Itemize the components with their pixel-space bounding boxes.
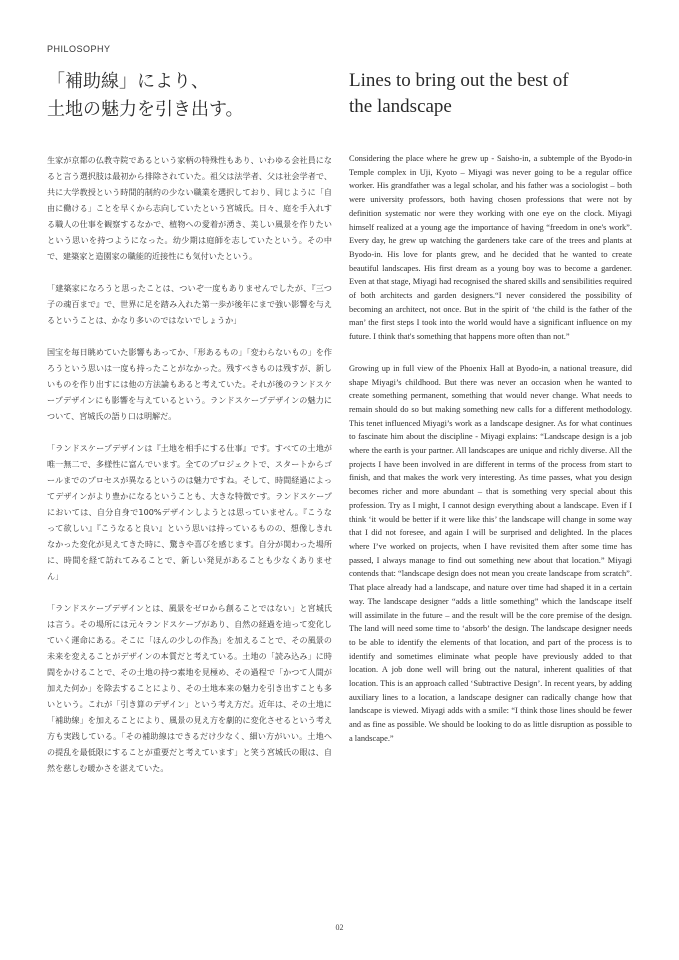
- title-en-line-2: the landscape: [349, 96, 452, 117]
- title-english: [349, 68, 639, 120]
- en-paragraph: Growing up in full view of the Phoenix Hall at Byodo-in, a national treasure, did shape Miyagi’s childhood. But there was never an occasion when he wanted to create something permanent, something that would never change. What needs to remain should do so but making something new calls for a different methodology. This tenet influenced Miyagi’s work as a landscape designer. As for what continues to fascinate him about the discipline - Miyagi explains: “Landscape design is a job where the earth is your partner. All landscapes are unique and richly diverse. All the projects I have been involved in are different in terms of the process from start to finish, and that makes the work very interesting. As time passes, what you design becomes richer and more abundant – that is something very special about this profession. Try as I might, I cannot design everything about a landscape. Even if I think ‘it would be better if it were like this’ the landscape will change in some way that I did not foresee, and again I will be surprised and delighted. In the places where I’ve worked on projects, when I have revisited them after some time has passed, I always manage to find out something new about that location.” Miyagi contends that: “landscape design does not mean you create landscape from scratch”. That place already had a landscape, and nature over time had shaped it in a certain way. The landscape designer “adds a little something” which the landscape itself will assimilate in the future – and the result will be the core premise of the design. The land will need some time to ‘absorb’ the design. The landscape designer needs to be able to identify the elements of that location, and part of the process is to identify and sometimes eliminate what people have previously added to that location. A job done well will bring out the natural, inherent qualities of that location. This is an approach called ‘Subtractive Design’. In recent years, by adding auxiliary lines to a location, a landscape designer can radically change how that landscape is viewed. Miyagi adds with a smile: “I think those lines should be fewer and as fine as possible. We should be looking to do as little disruption as possible to a landscape.”: [349, 363, 632, 743]
- japanese-body-column: [47, 152, 332, 792]
- jp-paragraph: 「ランドスケープデザインは『土地を相手にする仕事』です。すべての土地が唯一無二で、多様性に富んでいます。全てのプロジェクトで、スタートからゴールまでのプロセスが異なるというのは魅力ですね。そして、時間経過によってデザインがより豊かになるということも、大きな特徴です。ランドスケープにおいては、自分自身で100%デザインしようとは思っていません。『こうなって欲しい』『こうなると良い』という思いは持っているものの、想像しきれなかった変化が見えてきた時に、驚きや喜びを感じます。自分が関わった場所に、時間を経て訪れてみることで、新しい発見があることも少なくありません」: [47, 443, 332, 581]
- en-paragraph: Considering the place where he grew up - Saisho-in, a subtemple of the Byodo-in Temple complex in Uji, Kyoto – Miyagi was never going to be a regular office worker. His grandfather was a legal scholar, and his father was a sociologist – both were university professors, both having chosen professions that were not by definition systematic nor were they working with one eye on the clock. Miyagi himself realized at a young age the importance of having “freedom in one's work”. Every day, he grew up watching the gardeners take care of the trees and plants at Byodo-in. His love for plants grew, and he decided that he wanted to create beautiful landscapes. His first dream as a young boy was to become a gardener. Even at that stage, Miyagi had recognised the shared skills and sensibilities required of both architects and garden designers.“I never considered the possibility of becoming an architect, not once. But in the spirit of ‘the child is the father of the man’ the first steps I took into the world would have a significant influence on my future. I think that's something that happens more often than not.”: [349, 154, 632, 342]
- page-number: 02: [335, 923, 344, 932]
- english-body-column: [349, 152, 632, 764]
- jp-paragraph: 「ランドスケープデザインとは、風景をゼロから創ることではない」と宮城氏は言う。その場所には元々ランドスケープがあり、自然の経過を辿って変化していく運命にある。そこに「ほんの少しの作為」を加えることで、その風景の未来を変えることがデザインの本質だと考えている。土地の「読み込み」に時間をかけることで、その土地の持つ素地を見極め、その過程で「かつて人間が加えた何か」を除去することにより、その土地本来の魅力を引き出すことも多いという。これが「引き算のデザイン」という考え方だ。近年は、その土地に「補助線」を加えることにより、風景の見え方を劇的に変化させるという考え方も実践している。「その補助線はできるだけ少なく、細い方がいい。土地への提乱を最低限にすることが重要だと考えています」と笑う宮城氏の眼は、自然を慈しむ暖かさを湛えていた。: [47, 603, 332, 773]
- title-en-line-1: Lines to bring out the best of: [349, 70, 569, 91]
- section-label: PHILOSOPHY: [47, 44, 111, 54]
- jp-paragraph: 生家が京都の仏教寺院であるという家柄の特殊性もあり、いわゆる会社員になると言う選択肢は最初から排除されていた。祖父は法学者、父は社会学者で、共に大学教授という時間的制約の少ない職業を選択しており、同じように「自由に働ける」ことを早くから志向していたという宮城氏。日々、庭を手入れする職人の仕事を観察するなかで、植物への愛着が湧き、美しい風景を作りたいという思いを持つようになった。幼少期は庭師を志していたという。その中で、建築家と造園家の職能的近接性にも気付いたという。: [47, 155, 332, 261]
- title-jp-line-1: 「補助線」により、: [47, 71, 209, 92]
- title-jp-line-2: 土地の魅力を引き出す。: [47, 99, 244, 120]
- title-japanese: [47, 68, 327, 124]
- jp-paragraph: 「建築家になろうと思ったことは、ついぞ一度もありませんでしたが、『三つ子の魂百まで』で、世界に足を踏み入れた第一歩が後年にまで強い影響を与えるということは、かなり多いのではないでしょうか」: [47, 283, 332, 325]
- jp-paragraph: 国宝を毎日眺めていた影響もあってか、「形あるもの」「変わらないもの」を作ろうという思いは一度も持ったことがなかった。残すべきものは残すが、新しいものを作り出すには他の方法論もあると考えていた。それが後のランドスケープデザインにも影響を与えているという。ランドスケープデザインの魅力について、宮城氏の語り口は明解だ。: [47, 347, 332, 421]
